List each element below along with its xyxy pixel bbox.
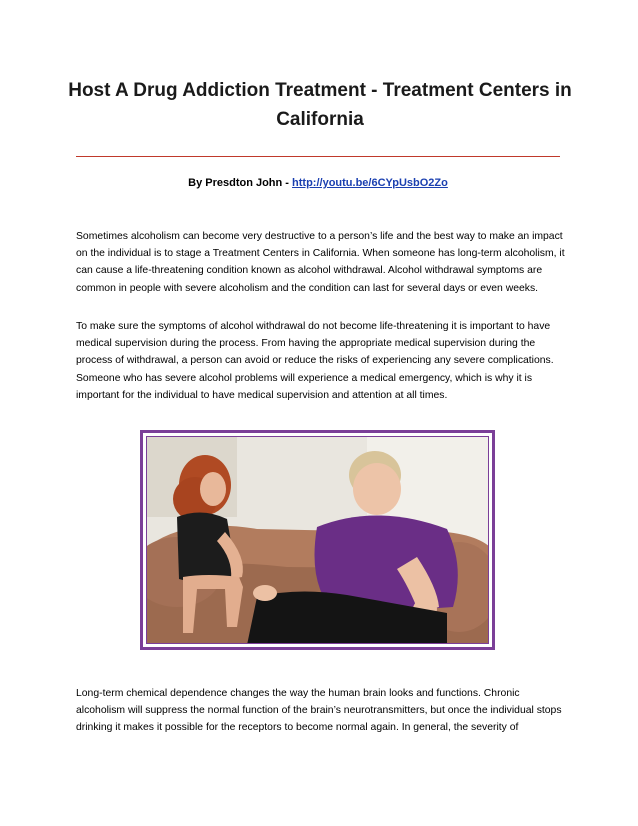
paragraph-supervision: To make sure the symptoms of alcohol withdrawal do not become life-threatening it is important to have medical supervision during the process. From having the appropriate medical supervision during the process of withdrawal, a person can avoid or reduce the risks of experiencing any severe complications. Someone who has severe alcohol problems will experience a medical emergency, which is why it is important for the individual to have medical supervision and attention at all times. (76, 321, 554, 401)
document-title: Host A Drug Addiction Treatment - Treatment Centers in California (68, 80, 572, 130)
paragraph-intro: Sometimes alcoholism can become very destructive to a person’s life and the best way to make an impact on the individual is to stage a Treatment Centers in California. When someone has long-term alcoholism, it can cause a life-threatening condition known as alcohol withdrawal. Alcohol withdrawal symptoms are common in people with severe alcoholism and the condition can last for several days or even weeks. (76, 231, 565, 294)
byline (76, 176, 560, 190)
byline-author: By Presdton John - (188, 177, 293, 189)
title-divider (76, 156, 560, 157)
photo-frame (140, 430, 495, 650)
video-still-photo (146, 436, 489, 644)
video-link[interactable]: http://youtu.be/6CYpUsbO2Zo (292, 177, 448, 189)
photo-illustration (147, 437, 489, 644)
paragraph-brain: Long-term chemical dependence changes the way the human brain looks and functions. Chronic alcoholism will suppress the normal function of the brain’s neurotransmitters, but once the individual stops drinking it makes it possible for the receptors to become normal again. In general, the severity of (76, 688, 562, 734)
